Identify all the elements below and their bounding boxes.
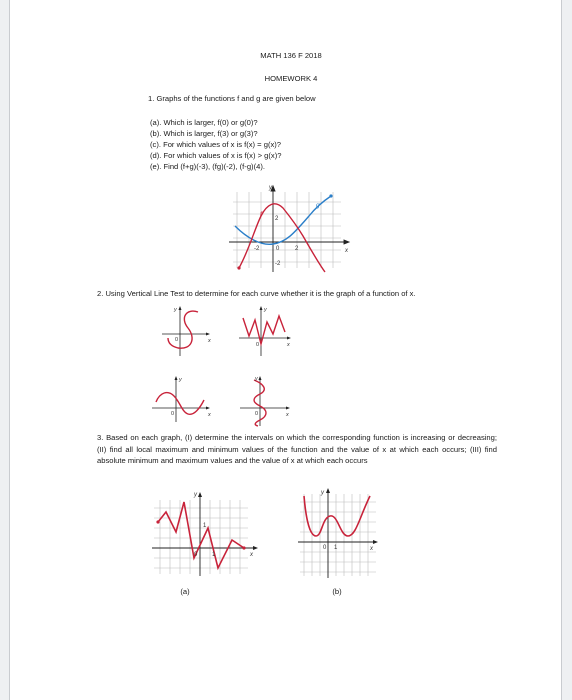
- problem-2-curve-4: [236, 372, 296, 428]
- svg-text:0: 0: [255, 411, 259, 417]
- tick-y-2: 2: [275, 216, 279, 222]
- problem-1-stem: 1. Graphs of the functions f and g are given below: [148, 94, 316, 103]
- svg-text:1: 1: [203, 523, 207, 529]
- course-header: MATH 136 F 2018: [260, 51, 322, 60]
- svg-text:x: x: [250, 552, 253, 558]
- svg-text:x: x: [208, 412, 211, 418]
- homework-title: HOMEWORK 4: [264, 74, 318, 83]
- svg-text:1: 1: [334, 545, 338, 551]
- svg-text:x: x: [287, 342, 290, 348]
- problem-3-graph-a: [148, 488, 268, 578]
- tick-x-2: 2: [295, 246, 299, 252]
- graph-b-caption: (b): [332, 587, 342, 596]
- svg-text:y: y: [194, 492, 197, 498]
- tick-x-neg2: -2: [254, 246, 260, 252]
- svg-text:x: x: [286, 412, 289, 418]
- svg-text:x: x: [370, 546, 373, 552]
- svg-text:y: y: [174, 307, 177, 313]
- svg-text:y: y: [179, 377, 182, 383]
- svg-text:y: y: [321, 490, 324, 496]
- problem-3-graph-b: [296, 486, 386, 582]
- graph-x-axis-label: x: [345, 248, 348, 254]
- svg-text:y: y: [264, 307, 267, 313]
- problem-3-stem: 3. Based on each graph, (I) determine the intervals on which the corresponding function is increasing or decreasing; (II) find all local maximum and minimum values of the function and the value of x at which each occurs; (III) find absolute minimum and maximum values and the value of x at which each occurs: [97, 433, 497, 465]
- graph-origin: 0: [276, 246, 280, 252]
- problem-2-curve-1: [158, 302, 218, 358]
- svg-text:0: 0: [256, 342, 260, 348]
- curve-f-label: f: [260, 211, 262, 218]
- svg-text:x: x: [208, 338, 211, 344]
- problem-1-part-e: (e). Find (f+g)(-3), (fg)(-2), (f-g)(4).: [150, 162, 265, 171]
- problem-1-part-b: (b). Which is larger, f(3) or g(3)?: [150, 129, 258, 138]
- svg-text:0: 0: [323, 545, 327, 551]
- problem-2-curve-3: [150, 372, 216, 424]
- problem-1-graph-f-g: [225, 180, 360, 280]
- svg-text:0: 0: [175, 337, 179, 343]
- graph-y-axis-label: y: [269, 185, 272, 191]
- problem-2-stem: 2. Using Vertical Line Test to determine for each curve whether it is the graph of a function of x.: [97, 289, 416, 298]
- svg-text:y: y: [255, 376, 258, 382]
- curve-g-label: g: [316, 202, 320, 209]
- problem-1-part-a: (a). Which is larger, f(0) or g(0)?: [150, 118, 258, 127]
- problem-2-curve-2: [237, 302, 297, 358]
- svg-text:1: 1: [212, 552, 216, 558]
- problem-1-part-c: (c). For which values of x is f(x) = g(x)?: [150, 140, 282, 149]
- svg-text:0: 0: [194, 552, 198, 558]
- problem-1-part-d: (d). For which values of x is f(x) > g(x)?: [150, 151, 282, 160]
- tick-y-neg2: -2: [275, 261, 281, 267]
- page-border-right: [561, 0, 562, 700]
- graph-a-caption: (a): [180, 587, 190, 596]
- svg-text:0: 0: [171, 411, 175, 417]
